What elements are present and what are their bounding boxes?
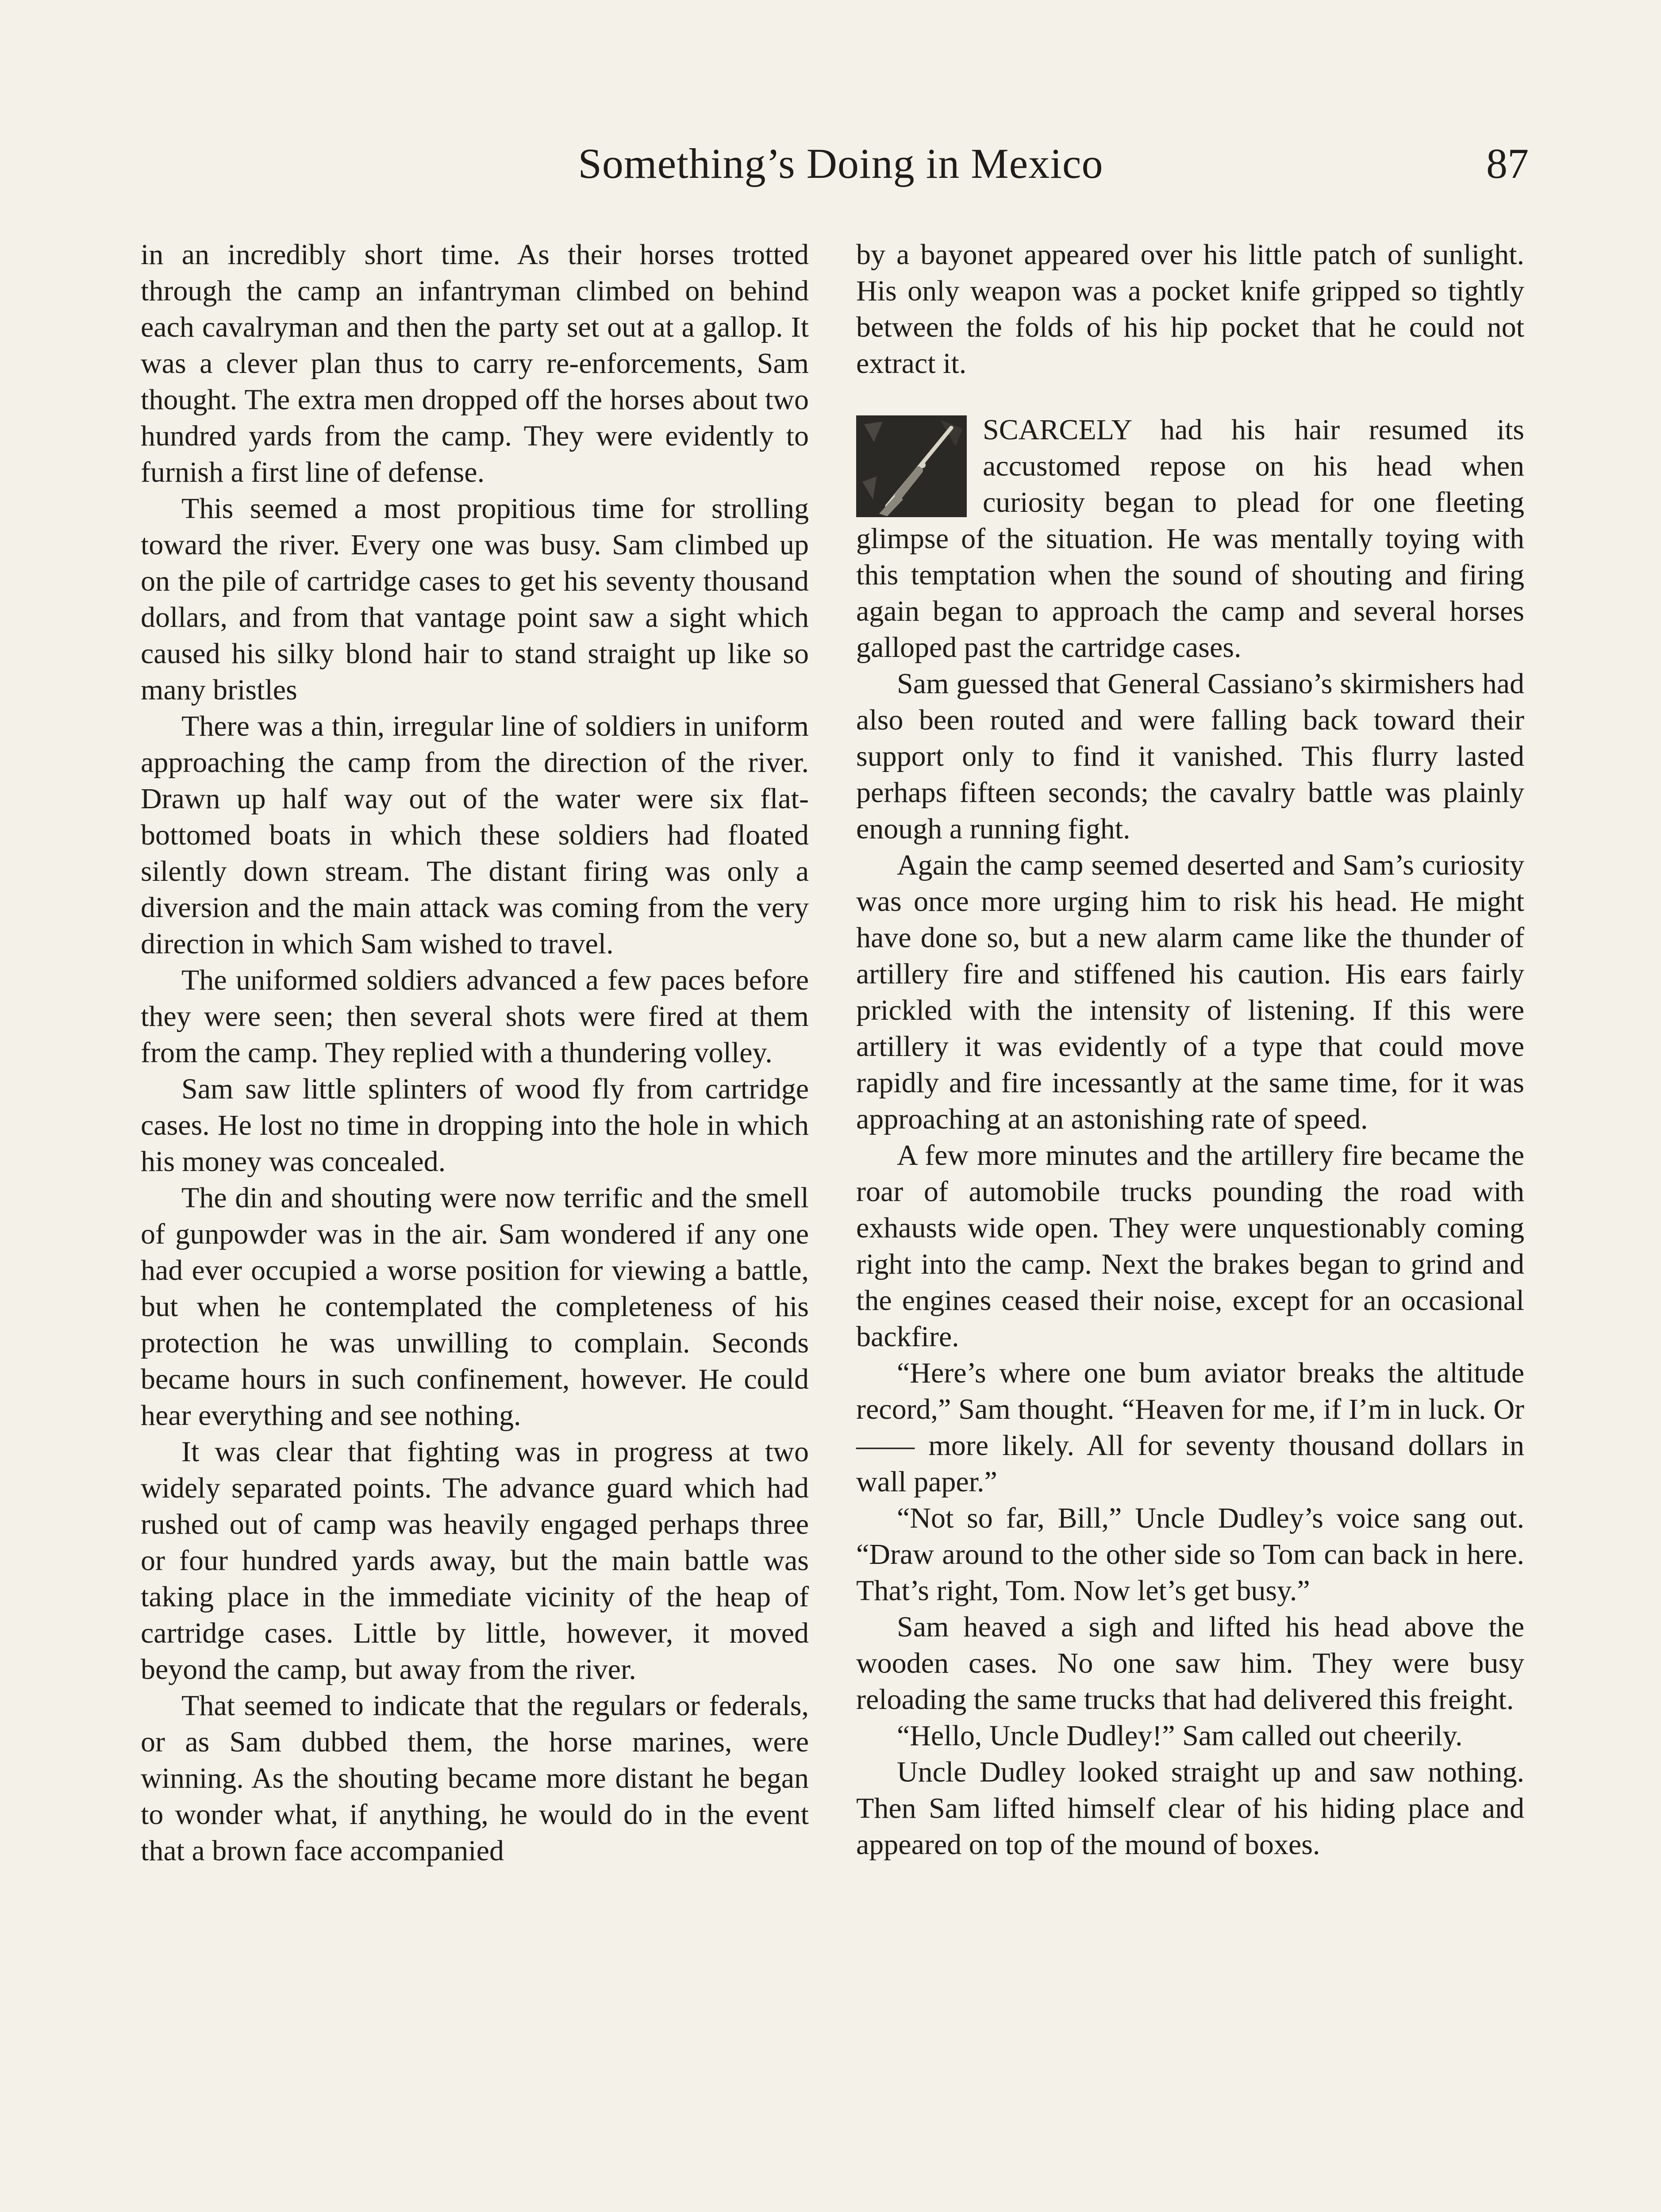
paragraph: by a bayonet appeared over his little patch of sunlight. His only weapon was a pocket knife gripped so tightly between the folds of his hip pocket that he could not extract it. [856,238,1524,380]
rifle-illustration [856,415,967,517]
paragraph: A few more minutes and the artillery fire became the roar of automobile trucks pounding the road with exhausts wide open. They were unquestionably coming right into the camp. Next the brakes began to grind and the engines ceased their noise, except for an occasional backfire. [856,1139,1524,1353]
section-opening [856,412,1524,666]
paragraph: “Here’s where one bum aviator breaks the altitude record,” Sam thought. “Heaven for me, if I’m in luck. Or —— more likely. All for seventy thousand dollars in wall paper.” [856,1357,1524,1498]
paragraph: Sam heaved a sigh and lifted his head above the wooden cases. No one saw him. They were busy reloading the same trucks that had delivered this freight. [856,1611,1524,1716]
paragraph: Again the camp seemed deserted and Sam’s curiosity was once more urging him to risk his head. He might have done so, but a new alarm came like the thunder of artillery fire and stiffened his caution. His ears fairly prickled with the intensity of listening. If this were artillery it was evidently of a type that could move rapidly and fire incessantly at the same time, for it was approaching at an astonishing rate of speed. [856,849,1524,1135]
right-column [856,237,1524,1863]
paragraph: Uncle Dudley looked straight up and saw nothing. Then Sam lifted himself clear of his hiding place and appeared on top of the mound of boxes. [856,1756,1524,1861]
paragraph: “Hello, Uncle Dudley!” Sam called out cheerily. [897,1720,1463,1752]
page-number: 87 [1486,140,1529,187]
paragraph: The din and shouting were now terrific and the smell of gunpowder was in the air. Sam wondered if any one had ever occupied a worse position for viewing a battle, but when he contemplated the completeness of his protection he was unwilling to complain. Seconds became hours in such confinement, however. He could hear everything and see nothing. [141,1182,809,1432]
page-header [0,131,1661,197]
paragraph: It was clear that fighting was in progress at two widely separated points. The advance guard which had rushed out of camp was heavily engaged perhaps three or four hundred yards away, but the main battle was taking place in the immediate vicinity of the heap of cartridge cases. Little by little, however, it moved beyond the camp, but away from the river. [141,1436,809,1686]
paragraph: “Not so far, Bill,” Uncle Dudley’s voice sang out. “Draw around to the other side so Tom can back in here. That’s right, Tom. Now let’s get busy.” [856,1502,1524,1607]
left-column [141,237,809,1869]
paragraph: Sam saw little splinters of wood fly from cartridge cases. He lost no time in dropping into the hole in which his money was concealed. [141,1073,809,1178]
paragraph: That seemed to indicate that the regulars or federals, or as Sam dubbed them, the horse marines, were winning. As the shouting became more distant he began to wonder what, if anything, he would do in the event that a brown face accompanied [141,1690,809,1867]
paragraph: The uniformed soldiers advanced a few paces before they were seen; then several shots were fired at them from the camp. They replied with a thundering volley. [141,964,809,1069]
paragraph: This seemed a most propitious time for strolling toward the river. Every one was busy. Sam climbed up on the pile of cartridge cases to get his seventy thousand dollars, and from that vantage point saw a sight which caused his silky blond hair to stand straight up like so many bristles [141,492,809,706]
paragraph: There was a thin, irregular line of soldiers in uniform approaching the camp from the direction of the river. Drawn up half way out of the water were six flat-bottomed boats in which these soldiers had floated silently down stream. The distant firing was only a diversion and the main attack was coming from the very direction in which Sam wished to travel. [141,710,809,960]
rifle-icon [856,415,967,517]
section-opening-text: SCARCELY had his hair resumed its accustomed repose on his head when curiosity began to plead for one fleeting glimpse of the situation. He was mentally toying with this temptation when the sound of shouting and firing again began to approach the camp and several horses galloped past the cartridge cases. [856,414,1524,664]
running-title: Something’s Doing in Mexico [578,140,1103,187]
paragraph: in an incredibly short time. As their horses trotted through the camp an infantryman climbed on behind each cavalryman and then the party set out at a gallop. It was a clever plan thus to carry re-enforcements, Sam thought. The extra men dropped off the horses about two hundred yards from the camp. They were evidently to furnish a first line of defense. [141,238,809,488]
paragraph: Sam guessed that General Cassiano’s skirmishers had also been routed and were falling back toward their support only to find it vanished. This flurry lasted perhaps fifteen seconds; the cavalry battle was plainly enough a running fight. [856,668,1524,845]
